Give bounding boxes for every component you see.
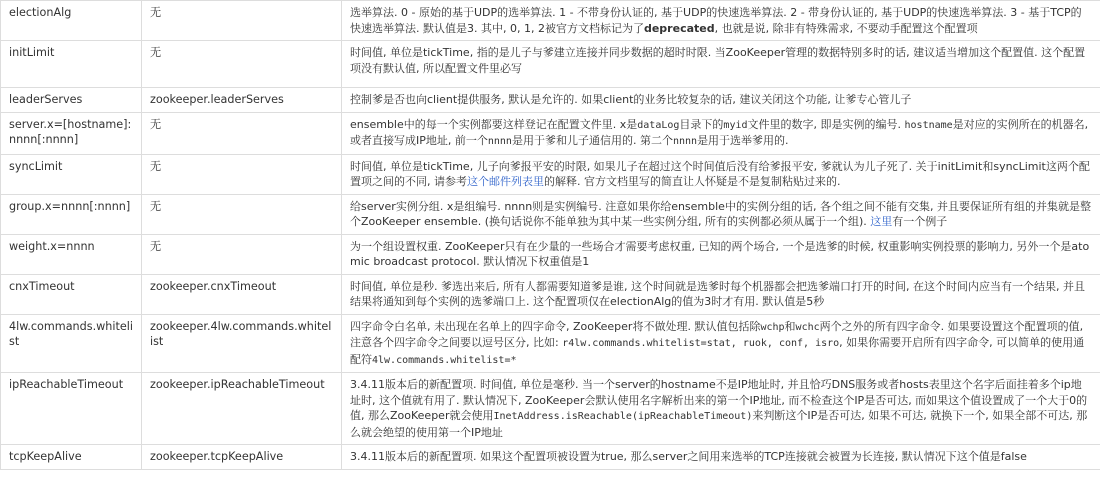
config-name: 4lw.commands.whitelist: [1, 314, 142, 373]
system-property: 无: [142, 41, 342, 88]
code-text: dataLog: [637, 119, 680, 131]
desc-text: 选举算法. 0 - 原始的基于UDP的选举算法. 1 - 不带身份认证的, 基于UDP的快速选举算法. 2 - 带身份认证的, 基于UDP的快速选举算法. 3 - 基于TCP的快速选举算法. 默认值是3. 其中, 0, 1, 2被官方文档标记为了: [350, 6, 1082, 35]
desc-text: ensemble中的每一个实例都要这样登记在配置文件里. x是: [350, 117, 638, 131]
desc-text: , 也就是说, 除非有特殊需求, 不要动手配置这个配置项: [714, 21, 978, 35]
code-text: nnnn: [487, 136, 512, 147]
code-text: wchc: [795, 321, 820, 333]
code-text: hostname: [904, 119, 953, 131]
table-row: [1, 154, 1100, 194]
desc-text: 是用于选举爹用的.: [697, 134, 789, 147]
desc-text: 和: [784, 319, 796, 333]
code-text: InetAddress.isReachable(ipReachableTimeout): [493, 411, 753, 422]
desc-text: 为一个组设置权重. ZooKeeper只有在少量的一些场合才需要考虑权重, 已知的两个场合, 一个是选爹的时候, 权重影响实例投票的影响力, 另外一个是atomic broadcast protocol. 默认情况下权重值是1: [350, 239, 1090, 268]
system-property: zookeeper.cnxTimeout: [142, 274, 342, 314]
desc-text: 时间值, 单位是tickTime, 儿子向爹报平安的时限, 如果儿子在超过这个时间值后没有给爹报平安, 爹就认为儿子死了. 关于initLimit和syncLimit这两个配置项之间的不同, 请参考: [350, 159, 1090, 188]
config-description: [342, 445, 1100, 470]
config-name: group.x=nnnn[:nnnn]: [1, 194, 142, 234]
desc-text: 来判断这个IP是否可达, 如果不可达, 就换下一个, 如果全部不可达, 那么就会绝望的使用第一个IP地址: [350, 409, 1088, 439]
system-property: zookeeper.4lw.commands.whitelist: [142, 314, 342, 373]
table-row: [1, 194, 1100, 234]
system-property: zookeeper.tcpKeepAlive: [142, 445, 342, 470]
system-property: zookeeper.leaderServes: [142, 88, 342, 113]
desc-text: 的解释. 官方文档里写的简直让人怀疑是不是复制粘贴过来的.: [544, 175, 841, 188]
mailing-list-link[interactable]: 这个邮件列表里: [467, 175, 544, 188]
table-row: [1, 88, 1100, 113]
config-name: ipReachableTimeout: [1, 373, 142, 445]
desc-text: 控制爹是否也向client提供服务, 默认是允许的. 如果client的业务比较复杂的话, 建议关闭这个功能, 让爹专心管儿子: [350, 93, 912, 106]
table-row: [1, 445, 1100, 470]
code-text: r4lw.commands.whitelist=stat, ruok, conf, isro: [562, 338, 840, 349]
desc-text: 有一个例子: [892, 215, 948, 228]
config-name: initLimit: [1, 41, 142, 88]
config-description: [342, 314, 1100, 373]
deprecated-text: deprecated: [643, 21, 715, 35]
system-property: zookeeper.ipReachableTimeout: [142, 373, 342, 445]
code-text: 4lw.commands.whitelist=*: [372, 354, 517, 366]
table-row: [1, 234, 1100, 274]
example-link[interactable]: 这里: [870, 215, 893, 228]
desc-text: 四字命令白名单, 未出现在名单上的四字命令, ZooKeeper将不做处理. 默认值包括除: [350, 319, 761, 333]
desc-text: 两个之外的所有四字命令. 如果要设置这个配置项的值, 注意各个四字命令之间要以逗号区分, 比如:: [350, 319, 1084, 349]
config-description: [342, 373, 1100, 445]
table-row: [1, 1, 1100, 41]
config-description: [342, 274, 1100, 314]
code-text: myid: [723, 119, 748, 131]
table-row: [1, 373, 1100, 445]
table-row: [1, 112, 1100, 154]
table-row: [1, 314, 1100, 373]
table-row: [1, 274, 1100, 314]
system-property: 无: [142, 154, 342, 194]
desc-text: 给server实例分组. x是组编号. nnnn则是实例编号. 注意如果你给ensemble中的实例分组的话, 各个组之间不能有交集, 并且要保证所有组的并集就是整个ZooKeeper ensemble. (换句话说你不能单独为其中某一些实例分组, 所有的实例都必须从属于一个组).: [350, 199, 1091, 228]
config-description: [342, 234, 1100, 274]
system-property: 无: [142, 1, 342, 41]
config-name: syncLimit: [1, 154, 142, 194]
config-name: tcpKeepAlive: [1, 445, 142, 470]
config-description: [342, 41, 1100, 88]
desc-text: 是对应的实例所在的机器名, 或者直接写成IP地址, 前一个: [350, 117, 1089, 147]
config-description: [342, 112, 1100, 154]
desc-text: 目录下的: [679, 117, 724, 131]
config-description: [342, 154, 1100, 194]
system-property: 无: [142, 194, 342, 234]
desc-text: , 如果你需要开启所有四字命令, 可以简单的使用通配符: [350, 336, 1085, 366]
desc-text: 3.4.11版本后的新配置项. 时间值, 单位是毫秒. 当一个server的hostname不是IP地址时, 并且恰巧DNS服务或者hosts表里这个名字后面挂着多个ip地址时, 这个值就有用了. 默认情况下, ZooKeeper会默认使用名字解析出来的第一个IP地址, 而不检查这个IP是否可达, 而如果这个值设置成了一个大于0的值, 那么ZooKeeper就会使用: [350, 378, 1088, 422]
code-text: wchp: [760, 321, 785, 333]
config-description: [342, 88, 1100, 113]
desc-text: 是用于爹和儿子通信用的. 第二个: [511, 134, 673, 147]
desc-text: 文件里的数字, 即是实例的编号.: [747, 117, 905, 131]
desc-text: 3.4.11版本后的新配置项. 如果这个配置项被设置为true, 那么server之间用来选举的TCP连接就会被置为长连接, 默认情况下这个值是false: [350, 450, 1027, 463]
config-name: leaderServes: [1, 88, 142, 113]
system-property: 无: [142, 112, 342, 154]
config-name: electionAlg: [1, 1, 142, 41]
config-description: [342, 1, 1100, 41]
desc-text: 时间值, 单位是秒. 爹选出来后, 所有人都需要知道爹是谁, 这个时间就是选爹时每个机器都会把选爹端口打开的时间, 在这个时间内应当有一个结果, 并且结果将通知到每个实例的选爹端口上. 这个配置项仅在electionAlg的值为3时才有用. 默认值是5秒: [350, 279, 1085, 308]
config-name: cnxTimeout: [1, 274, 142, 314]
code-text: nnnn: [672, 136, 698, 147]
table-row: [1, 41, 1100, 88]
config-name: server.x=[hostname]:nnnn[:nnnn]: [1, 112, 142, 154]
desc-text: 时间值, 单位是tickTime, 指的是儿子与爹建立连接并同步数据的超时时限. 当ZooKeeper管理的数据特别多时的话, 建议适当增加这个配置值. 这个配置项没有默认值, 所以配置文件里必写: [350, 46, 1086, 75]
config-name: weight.x=nnnn: [1, 234, 142, 274]
system-property: 无: [142, 234, 342, 274]
config-description: [342, 194, 1100, 234]
